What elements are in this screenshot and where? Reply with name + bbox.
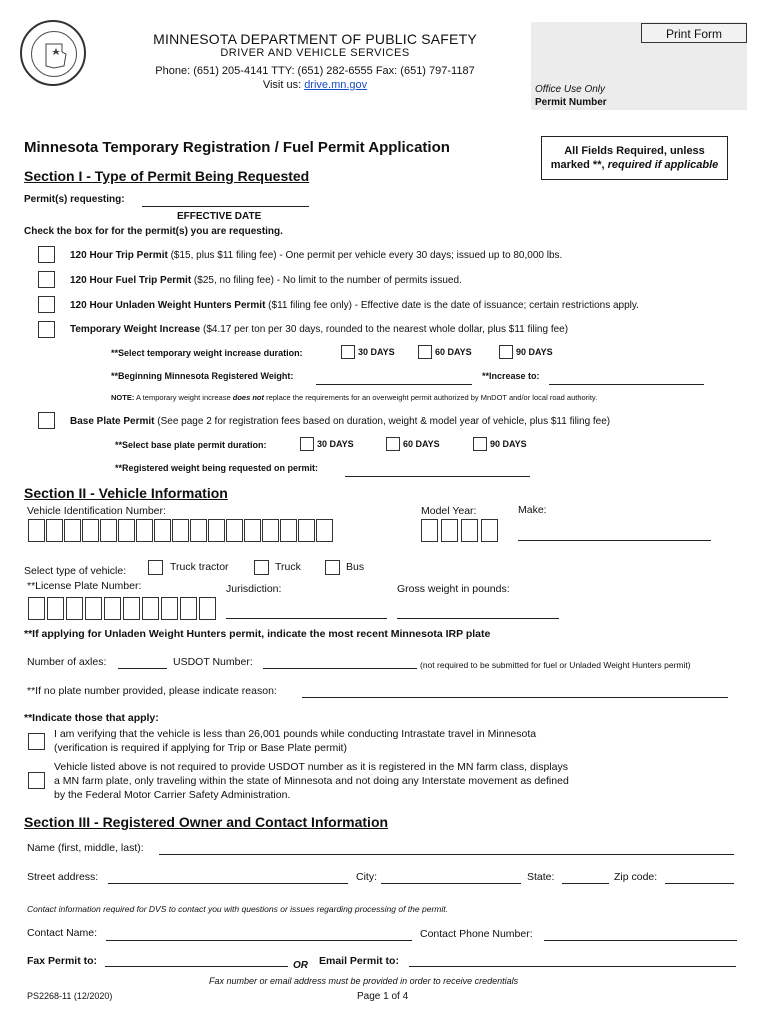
contact-info-note: Contact information required for DVS to contact you with questions or issues regarding processing of the permit. [27,904,448,914]
permits-requesting-label: Permit(s) requesting: [24,194,125,205]
fax-permit-label: Fax Permit to: [27,955,98,967]
bp-90-days-checkbox[interactable] [473,437,487,451]
website-link[interactable]: drive.mn.gov [304,79,368,91]
page-number: Page 1 of 4 [357,991,409,1002]
contact-phone-field[interactable] [544,940,737,941]
section-2-heading: Section II - Vehicle Information [24,485,228,501]
twi-60-days-checkbox[interactable] [418,345,432,359]
gross-weight-field[interactable] [397,618,559,619]
twi-30-days-label: 30 DAYS [358,347,395,357]
form-title: Minnesota Temporary Registration / Fuel Permit Application [24,139,450,156]
farm-class-line-2: a MN farm plate, only traveling within the state of Minnesota and not doing any Interstate movement as defined [54,775,569,787]
increase-to-field[interactable] [549,384,704,385]
gross-weight-label: Gross weight in pounds: [397,583,510,595]
bp-30-days-checkbox[interactable] [300,437,314,451]
bp-30-days-label: 30 DAYS [317,439,354,449]
intrastate-line-2: (verification is required if applying for Trip or Base Plate permit) [54,742,347,754]
overweight-note: NOTE: A temporary weight increase does not replace the requirements for an overweight permit authorized by MnDOT and/or local road authority. [111,393,598,402]
twi-90-days-label: 90 DAYS [516,347,553,357]
irp-plate-note: **If applying for Unladen Weight Hunters permit, indicate the most recent Minnesota IRP plate [24,628,491,640]
section-3-heading: Section III - Registered Owner and Contact Information [24,814,389,830]
state-seal-logo [20,20,86,86]
division-name: DRIVER AND VEHICLE SERVICES [220,47,410,59]
zip-field[interactable] [665,883,734,884]
bp-60-days-checkbox[interactable] [386,437,400,451]
contact-phone-line: Phone: (651) 205-4141 TTY: (651) 282-6555 Fax: (651) 797-1187 [155,65,475,77]
trip-permit-label: 120 Hour Trip Permit ($15, plus $11 filing fee) - One permit per vehicle every 30 days; issued up to 80,000 lbs. [70,250,563,261]
truck-tractor-checkbox[interactable] [148,560,163,575]
increase-to-label: **Increase to: [482,371,540,381]
effective-date-label: EFFECTIVE DATE [177,211,262,222]
effective-date-field[interactable] [142,206,309,207]
twi-30-days-checkbox[interactable] [341,345,355,359]
department-name: MINNESOTA DEPARTMENT OF PUBLIC SAFETY [153,31,477,47]
no-plate-reason-label: **If no plate number provided, please indicate reason: [27,685,277,697]
truck-tractor-label: Truck tractor [170,561,229,573]
fax-permit-field[interactable] [105,966,288,967]
required-fields-note: All Fields Required, unless marked **, required if applicable [541,136,728,180]
usdot-field[interactable] [263,668,417,669]
weight-increase-checkbox[interactable] [38,321,55,338]
base-plate-label: Base Plate Permit (See page 2 for registration fees based on duration, weight & model year of vehicle, plus $11 filing fee) [70,416,611,427]
print-form-button[interactable]: Print Form [641,23,747,43]
bp-60-days-label: 60 DAYS [403,439,440,449]
section-1-heading: Section I - Type of Permit Being Requested [24,168,310,184]
jurisdiction-label: Jurisdiction: [226,583,282,595]
no-plate-reason-field[interactable] [302,697,728,698]
bp-weight-field[interactable] [345,476,530,477]
state-field[interactable] [562,883,609,884]
beginning-weight-label: **Beginning Minnesota Registered Weight: [111,371,294,381]
license-plate-label: **License Plate Number: [27,580,142,592]
or-label: OR [293,960,308,971]
truck-checkbox[interactable] [254,560,269,575]
street-label: Street address: [27,871,99,883]
owner-name-field[interactable] [159,854,734,855]
beginning-weight-field[interactable] [316,384,472,385]
bp-duration-label: **Select base plate permit duration: [115,440,267,450]
make-label: Make: [518,504,547,516]
email-permit-field[interactable] [409,966,736,967]
hunters-permit-label: 120 Hour Unladen Weight Hunters Permit ($11 filing fee only) - Effective date is the date of issuance; certain restrictions apply. [70,300,639,311]
truck-label: Truck [275,561,301,573]
model-year-label: Model Year: [421,505,477,517]
axles-field[interactable] [118,668,167,669]
twi-60-days-label: 60 DAYS [435,347,472,357]
contact-name-label: Contact Name: [27,927,98,939]
axles-label: Number of axles: [27,656,107,668]
hunters-permit-checkbox[interactable] [38,296,55,313]
city-field[interactable] [381,883,521,884]
contact-phone-label: Contact Phone Number: [420,928,533,940]
zip-label: Zip code: [614,871,658,883]
fax-email-note: Fax number or email address must be provided in order to receive credentials [209,976,519,986]
usdot-note: (not required to be submitted for fuel or Unladed Weight Hunters permit) [420,660,691,670]
bp-weight-label: **Registered weight being requested on permit: [115,463,319,473]
farm-class-line-1: Vehicle listed above is not required to provide USDOT number as it is registered in the MN farm class, displays [54,761,568,773]
jurisdiction-field[interactable] [226,618,387,619]
permit-number-label: Permit Number [535,97,607,108]
make-field[interactable] [518,540,711,541]
trip-permit-checkbox[interactable] [38,246,55,263]
fuel-trip-permit-checkbox[interactable] [38,271,55,288]
city-label: City: [356,871,377,883]
farm-class-checkbox[interactable] [28,772,45,789]
form-number: PS2268-11 (12/2020) [27,991,113,1001]
office-use-label: Office Use Only [535,84,606,95]
vehicle-type-label: Select type of vehicle: [24,565,127,577]
state-label: State: [527,871,555,883]
usdot-label: USDOT Number: [173,656,253,668]
fuel-trip-permit-label: 120 Hour Fuel Trip Permit ($25, no filing fee) - No limit to the number of permits issued. [70,275,462,286]
bus-checkbox[interactable] [325,560,340,575]
weight-increase-label: Temporary Weight Increase ($4.17 per ton per 30 days, rounded to the nearest whole dollar, plus $11 filing fee) [70,324,569,335]
intrastate-line-1: I am verifying that the vehicle is less than 26,001 pounds while conducting Intrastate travel in Minnesota [54,728,537,740]
bp-90-days-label: 90 DAYS [490,439,527,449]
bus-label: Bus [346,561,365,573]
twi-duration-label: **Select temporary weight increase duration: [111,348,303,358]
contact-name-field[interactable] [106,940,412,941]
intrastate-checkbox[interactable] [28,733,45,750]
farm-class-line-3: by the Federal Motor Carrier Safety Administration. [54,789,291,801]
street-field[interactable] [108,883,348,884]
email-permit-label: Email Permit to: [319,955,399,967]
visit-line: Visit us: drive.mn.gov [262,79,368,91]
base-plate-checkbox[interactable] [38,412,55,429]
owner-name-label: Name (first, middle, last): [27,842,144,854]
vin-label: Vehicle Identification Number: [27,505,166,517]
indicate-label: **Indicate those that apply: [24,712,159,724]
check-instruction: Check the box for for the permit(s) you are requesting. [24,226,283,237]
twi-90-days-checkbox[interactable] [499,345,513,359]
